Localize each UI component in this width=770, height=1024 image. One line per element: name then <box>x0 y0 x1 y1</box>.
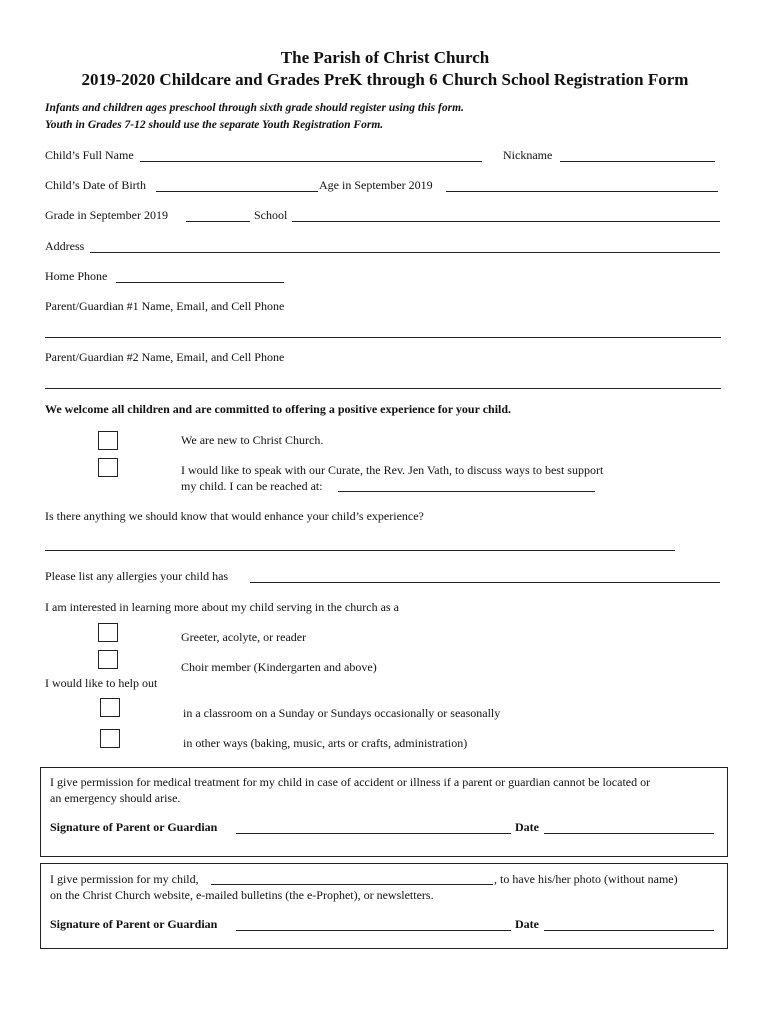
welcome-heading: We welcome all children and are committed to offering a positive experience for your child. <box>45 402 512 416</box>
photo-child-name-field[interactable] <box>211 884 493 885</box>
choir-checkbox[interactable] <box>98 650 118 669</box>
parent1-label: Parent/Guardian #1 Name, Email, and Cell Phone <box>45 299 285 313</box>
home-phone-label: Home Phone <box>45 269 108 283</box>
photo-signature-field[interactable] <box>236 930 511 931</box>
allergies-field[interactable] <box>250 582 720 583</box>
school-label: School <box>254 208 288 222</box>
classroom-label: in a classroom on a Sunday or Sundays occasionally or seasonally <box>183 706 501 720</box>
choir-label: Choir member (Kindergarten and above) <box>181 660 377 674</box>
photo-text-end: , to have his/her photo (without name) <box>494 872 678 886</box>
home-phone-field[interactable] <box>116 282 284 283</box>
speak-with-curate-checkbox[interactable] <box>98 458 118 477</box>
contact-field[interactable] <box>338 491 595 492</box>
instruction-note-1: Infants and children ages preschool through sixth grade should register using this form. <box>45 102 464 114</box>
medical-text-line2: an emergency should arise. <box>50 791 181 805</box>
address-field[interactable] <box>90 252 720 253</box>
new-to-church-checkbox[interactable] <box>98 431 118 450</box>
photo-signature-label: Signature of Parent or Guardian <box>50 917 218 931</box>
new-to-church-label: We are new to Christ Church. <box>181 433 324 447</box>
dob-label: Child’s Date of Birth <box>45 178 146 192</box>
form-title: 2019-2020 Childcare and Grades PreK through 6 Church School Registration Form <box>81 70 689 89</box>
allergies-label: Please list any allergies your child has <box>45 569 229 583</box>
age-field[interactable] <box>446 191 718 192</box>
curate-text-line1: I would like to speak with our Curate, the Rev. Jen Vath, to discuss ways to best support <box>181 463 604 477</box>
medical-signature-field[interactable] <box>236 833 511 834</box>
medical-text-line1: I give permission for medical treatment for my child in case of accident or illness if a parent or guardian cannot be located or <box>50 775 651 789</box>
parent2-field[interactable] <box>45 388 721 389</box>
other-ways-checkbox[interactable] <box>100 729 120 748</box>
other-ways-label: in other ways (baking, music, arts or crafts, administration) <box>183 736 468 750</box>
photo-text-start: I give permission for my child, <box>50 872 199 886</box>
full-name-field[interactable] <box>140 161 482 162</box>
help-out-label: I would like to help out <box>45 676 158 690</box>
address-label: Address <box>45 239 85 253</box>
serving-intro: I am interested in learning more about my child serving in the church as a <box>45 600 399 614</box>
nickname-label: Nickname <box>503 148 553 162</box>
photo-date-field[interactable] <box>544 930 714 931</box>
page-title: The Parish of Christ Church <box>280 48 490 67</box>
age-label: Age in September 2019 <box>319 178 433 192</box>
grade-field[interactable] <box>186 221 250 222</box>
school-field[interactable] <box>292 221 720 222</box>
nickname-field[interactable] <box>560 161 715 162</box>
greeter-label: Greeter, acolyte, or reader <box>181 630 307 644</box>
photo-text-line2: on the Christ Church website, e-mailed bulletins (the e-Prophet), or newsletters. <box>50 888 434 902</box>
enhance-field[interactable] <box>45 550 675 551</box>
classroom-checkbox[interactable] <box>100 698 120 717</box>
parent2-label: Parent/Guardian #2 Name, Email, and Cell Phone <box>45 350 285 364</box>
photo-date-label: Date <box>515 917 539 931</box>
instruction-note-2: Youth in Grades 7-12 should use the separate Youth Registration Form. <box>45 119 384 131</box>
curate-text-line2: my child. I can be reached at: <box>181 479 323 493</box>
grade-label: Grade in September 2019 <box>45 208 168 222</box>
dob-field[interactable] <box>156 191 318 192</box>
enhance-question: Is there anything we should know that would enhance your child’s experience? <box>45 509 424 523</box>
medical-date-label: Date <box>515 820 539 834</box>
greeter-checkbox[interactable] <box>98 623 118 642</box>
parent1-field[interactable] <box>45 337 721 338</box>
medical-date-field[interactable] <box>544 833 714 834</box>
medical-signature-label: Signature of Parent or Guardian <box>50 820 218 834</box>
photo-permission-box <box>40 863 728 949</box>
full-name-label: Child’s Full Name <box>45 148 134 162</box>
medical-permission-box <box>40 767 728 857</box>
